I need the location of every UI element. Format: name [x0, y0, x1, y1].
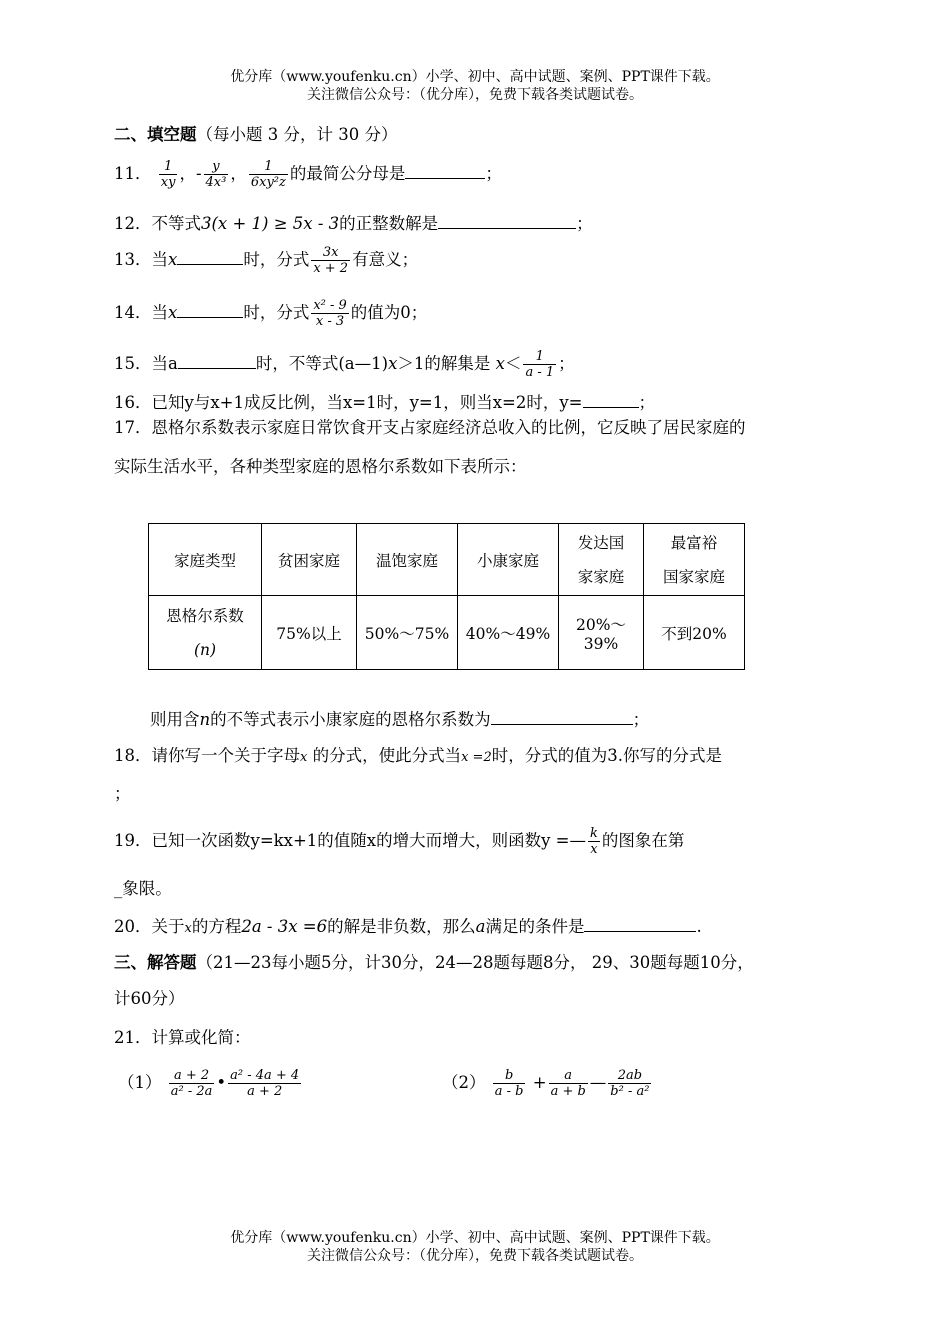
question-18: 18．请你写一个关于字母x 的分式，使此分式当x =2时，分式的值为3.你写的分式是	[114, 746, 722, 765]
table-header-cell: 小康家庭	[458, 524, 559, 596]
fraction: $\frac{y}{\text{4x³}}$	[205, 159, 227, 190]
question-20: 20．关于x的方程2a - 3x =6的解是非负数，那么a满足的条件是 .	[114, 917, 702, 936]
answer-blank[interactable]	[491, 708, 633, 725]
fraction: $\frac{a + 2}{\text{a² - 2a}}$	[170, 1068, 213, 1099]
footer-line-1: 优分库（www.youfenku.cn）小学、初中、高中试题、案例、PPT课件下载。	[230, 1230, 720, 1246]
question-21-part-1: （1） $\frac{a + 2}{\text{a² - 2a}}$ • $\frac{\text{a² - 4a + 4}}{a + 2}$	[118, 1068, 300, 1099]
table-cell: 不到20%	[644, 596, 745, 670]
table-header-cell: 家庭类型	[149, 524, 262, 596]
table-cell: 75%以上	[262, 596, 357, 670]
fraction: $\frac{1}{a - 1}$	[525, 349, 555, 380]
table-header-cell: 发达国 家家庭	[559, 524, 644, 596]
answer-blank[interactable]	[583, 391, 639, 408]
section-2-title: 二、填空题（每小题 3 分，计 30 分）	[114, 125, 398, 144]
section-3-note-line-2: 计60分）	[114, 989, 185, 1008]
question-12: 12．不等式3(x + 1) ≥ 5x - 3的正整数解是 ；	[114, 214, 593, 233]
question-17: 17．恩格尔系数表示家庭日常饮食开支占家庭经济总收入的比例，它反映了居民家庭的	[114, 418, 746, 437]
question-11: 11． $\frac{1}{xy}$ ，- $\frac{y}{\text{4x³}}$ ， $\frac{1}{\text{6xy²z}}$ 的最简公分母是 ；	[114, 159, 502, 190]
table-cell: 20%～39%	[559, 596, 644, 670]
fraction: $\frac{k}{x}$	[589, 826, 598, 857]
page-header	[0, 68, 950, 104]
table-cell: 40%～49%	[458, 596, 559, 670]
question-13: 13．当x 时，分式 $\frac{3x}{x + 2}$ 有意义；	[114, 245, 419, 276]
fraction: $\frac{2ab}{\text{b² - a²}}$	[610, 1068, 650, 1099]
answer-blank[interactable]	[178, 352, 256, 369]
question-17-line-2: 实际生活水平，各种类型家庭的恩格尔系数如下表所示：	[114, 457, 527, 476]
table-row	[149, 596, 745, 670]
question-19-line-2: _象限。	[114, 879, 172, 898]
fraction: $\frac{1}{\text{6xy²z}}$	[250, 159, 286, 190]
fraction: $\frac{a}{a + b}$	[550, 1068, 586, 1099]
fraction: $\frac{\text{x² - 9}}{x - 3}$	[313, 298, 347, 329]
fraction: $\frac{b}{a - b}$	[494, 1068, 524, 1099]
question-18-line-2: ；	[114, 784, 131, 803]
header-line-2: 关注微信公众号：（优分库），免费下载各类试题试卷。	[307, 87, 643, 103]
answer-blank[interactable]	[177, 248, 243, 265]
fraction: $\frac{\text{a² - 4a + 4}}{a + 2}$	[230, 1068, 300, 1099]
table-header-cell: 最富裕 国家家庭	[644, 524, 745, 596]
answer-blank[interactable]	[177, 301, 243, 318]
answer-blank[interactable]	[584, 915, 696, 932]
table-header-cell: 贫困家庭	[262, 524, 357, 596]
question-16: 16．已知y与x+1成反比例，当x=1时，y=1，则当x=2时，y= ；	[114, 393, 655, 412]
header-line-1: 优分库（www.youfenku.cn）小学、初中、高中试题、案例、PPT课件下载。	[230, 69, 720, 85]
fraction: $\frac{3x}{x + 2}$	[313, 245, 349, 276]
question-19: 19．已知一次函数y=kx+1的值随x的增大而增大，则函数y =— $\frac{k}{x}$ 的图象在第	[114, 826, 685, 857]
section-3-title: 三、解答题（21—23每小题5分，计30分，24—28题每题8分， 29、30题每题10分，	[114, 953, 754, 972]
question-17-follow: 则用含n的不等式表示小康家庭的恩格尔系数为 ；	[150, 710, 650, 729]
table-header-cell: 温饱家庭	[357, 524, 458, 596]
footer-line-2: 关注微信公众号：（优分库），免费下载各类试题试卷。	[307, 1248, 643, 1264]
table-row-label: 恩格尔系数 (n)	[149, 596, 262, 670]
page-footer	[0, 1229, 950, 1265]
table-cell: 50%～75%	[357, 596, 458, 670]
answer-blank[interactable]	[438, 212, 576, 229]
engel-coefficient-table	[148, 523, 745, 670]
table-row	[149, 524, 745, 596]
question-14: 14．当x 时，分式 $\frac{\text{x² - 9}}{x - 3}$ 的值为0；	[114, 298, 428, 329]
question-21: 21．计算或化简：	[114, 1028, 251, 1047]
question-15: 15．当a 时，不等式(a—1)x＞1的解集是 x＜ $\frac{1}{a - 1}$ ；	[114, 349, 575, 380]
question-21-part-2: （2） $\frac{b}{a - b}$ + $\frac{a}{a + b}$ — $\frac{2ab}{\text{b² - a²}}$	[442, 1068, 650, 1099]
answer-blank[interactable]	[405, 162, 485, 179]
fraction: $\frac{1}{xy}$	[160, 159, 176, 190]
